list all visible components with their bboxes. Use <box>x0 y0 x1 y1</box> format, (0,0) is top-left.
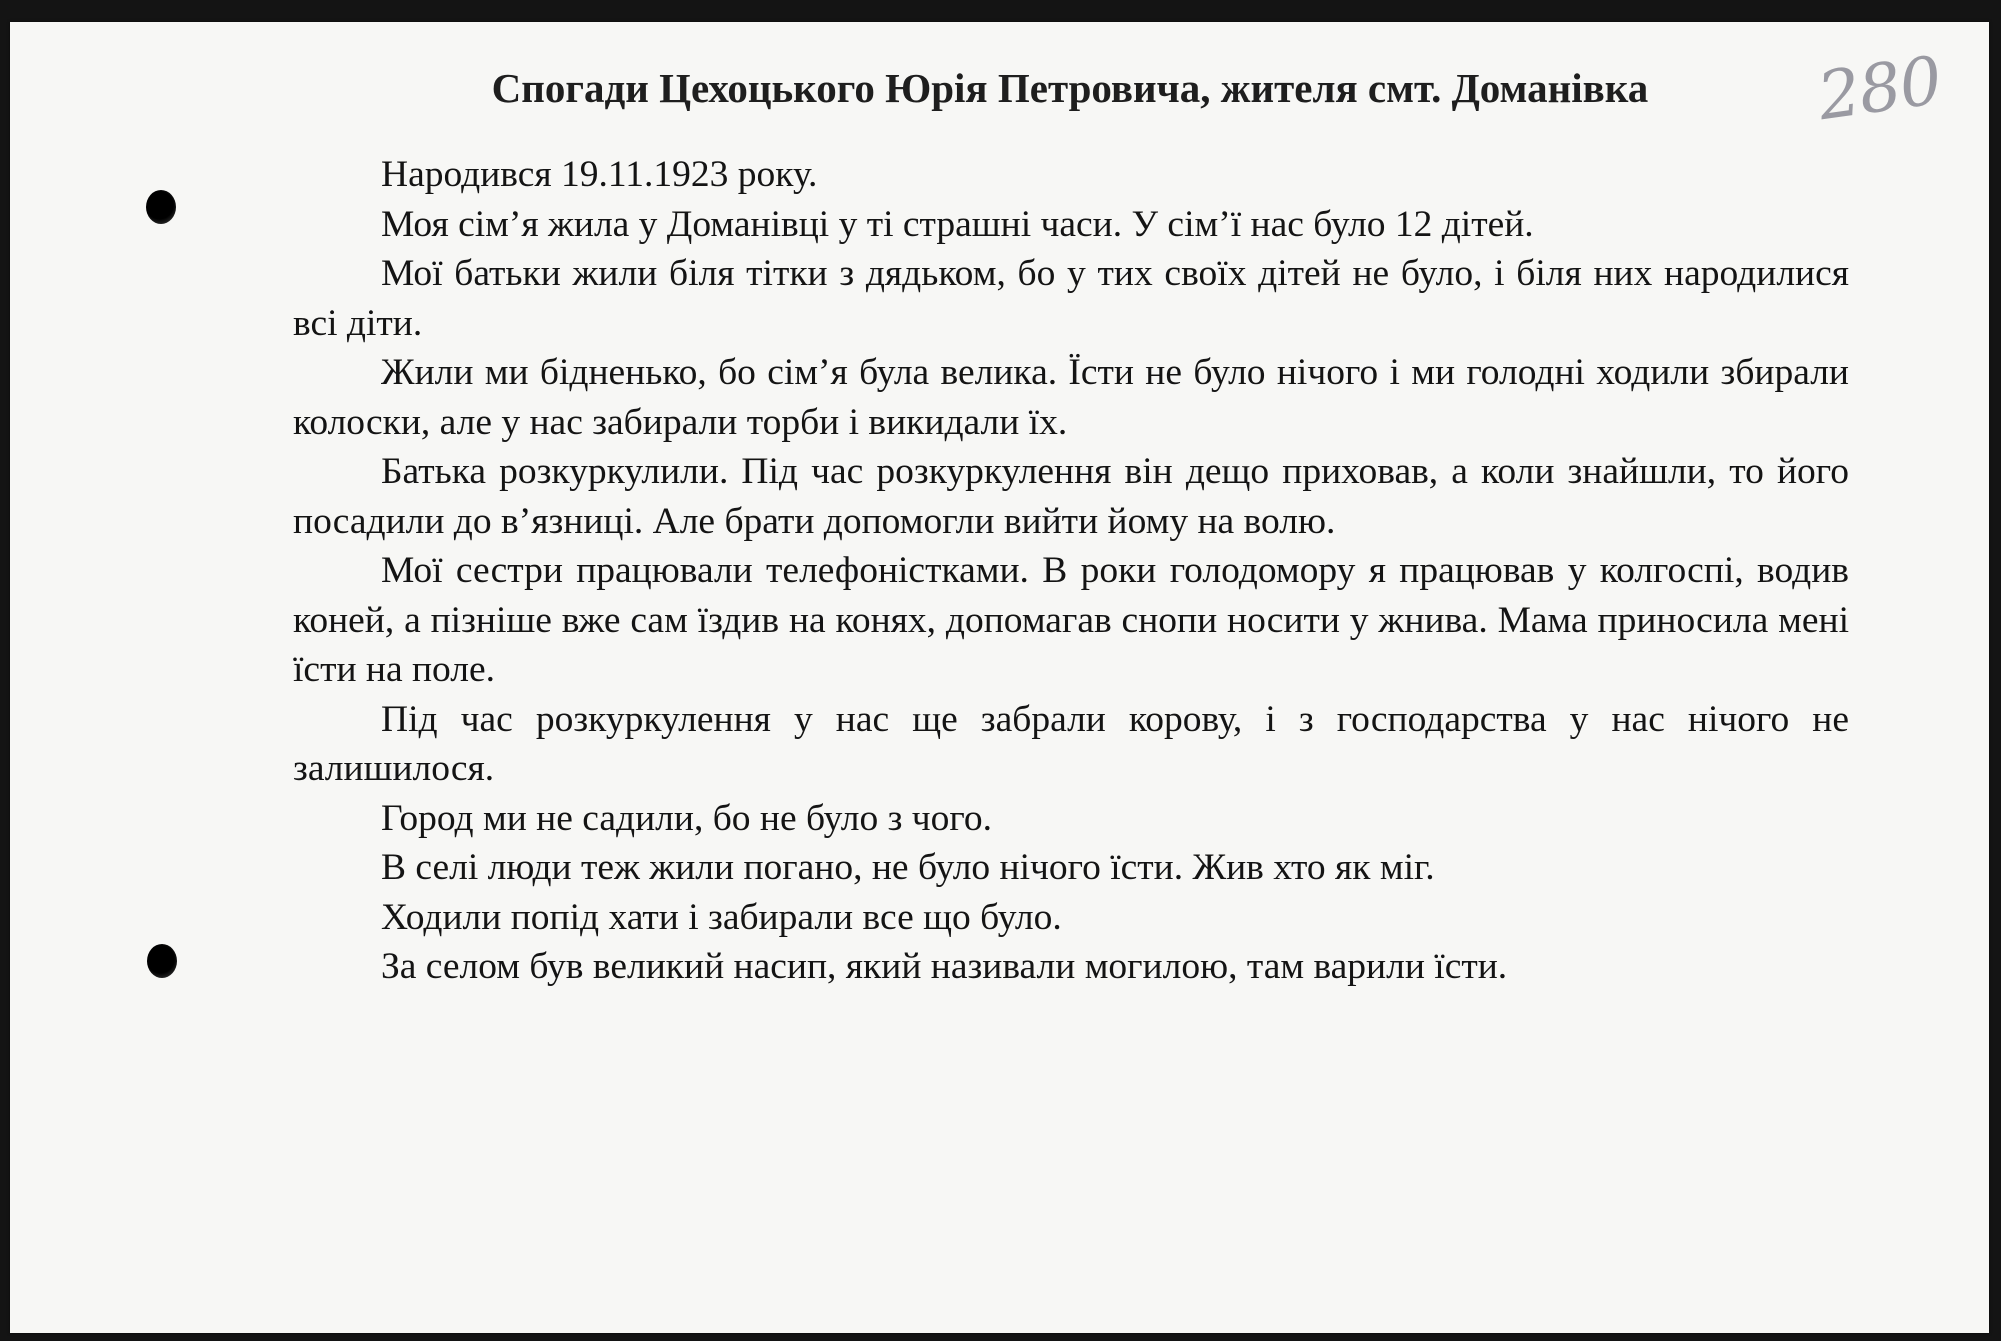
paragraph: Народився 19.11.1923 року. <box>381 154 818 195</box>
paragraph: В селі люди теж жили погано, не було нічого їсти. Жив хто як міг. <box>381 847 1435 888</box>
paragraph: Жили ми бідненько, бо сім’я була велика. Їсти не було нічого і ми голодні ходили збирали колоски, але у нас забирали торби і викидали їх. <box>293 352 1849 443</box>
punch-hole-icon <box>147 944 177 978</box>
paragraph: Мої батьки жили біля тітки з дядьком, бо у тих своїх дітей не було, і біля них народилися всі діти. <box>293 253 1849 344</box>
paragraph: Під час розкуркулення у нас ще забрали корову, і з господарства у нас нічого не залишилося. <box>293 698 1849 789</box>
document-body <box>293 150 1849 992</box>
paragraph: Батька розкуркулили. Під час розкуркулення він дещо приховав, а коли знайшли, то його посадили до в’язниці. Але брати допомогли вийти йому на волю. <box>293 451 1849 542</box>
document-page <box>10 22 1989 1333</box>
paragraph: Ходили попід хати і забирали все що було. <box>381 896 1062 938</box>
paragraph: За селом був великий насип, який називали могилою, там варили їсти. <box>381 946 1508 987</box>
punch-hole-icon <box>146 190 176 224</box>
paragraph: Город ми не садили, бо не було з чого. <box>381 797 992 839</box>
document-title: Спогади Цехоцького Юрія Петровича, жителя смт. Доманівка <box>491 65 1649 111</box>
archive-page-number: 280 <box>1813 41 1946 136</box>
paragraph: Мої сестри працювали телефоністками. В роки голодомору я працював у колгоспі, водив коней, а пізніше вже сам їздив на конях, допомагав снопи носити у жнива. Мама приносила мені їсти на поле. <box>293 550 1849 690</box>
paragraph: Моя сім’я жила у Доманівці у ті страшні часи. У сім’ї нас було 12 дітей. <box>381 203 1534 245</box>
